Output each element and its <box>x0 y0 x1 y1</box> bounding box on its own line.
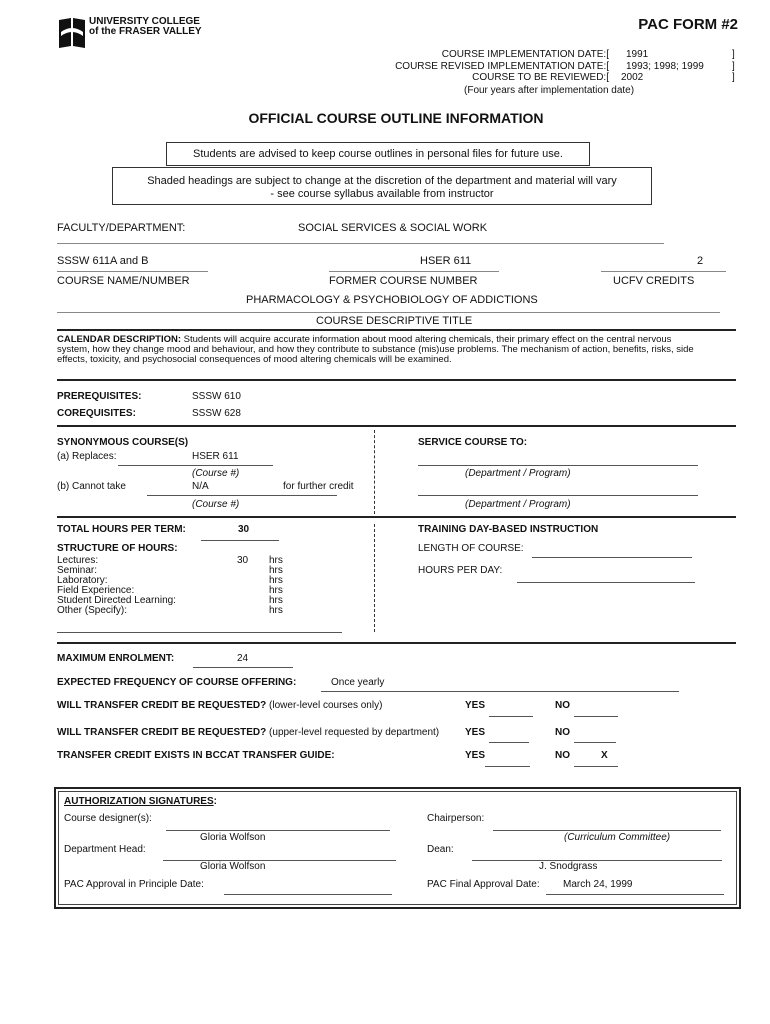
faculty-value: SOCIAL SERVICES & SOCIAL WORK <box>298 222 488 234</box>
calendar-label: CALENDAR DESCRIPTION: <box>57 334 182 345</box>
notice-text-2a: Shaded headings are subject to change at the discretion of the department and material will vary <box>147 175 617 187</box>
hours-row-field: Field Experience: <box>57 585 135 596</box>
course-name-label: COURSE NAME/NUMBER <box>57 275 190 287</box>
former-course-label: FORMER COURSE NUMBER <box>329 275 478 287</box>
ucfv-logo-icon <box>57 16 87 50</box>
synonymous-label: SYNONYMOUS COURSE(S) <box>57 437 189 448</box>
hours-row-lectures: Lectures: <box>57 555 99 566</box>
former-course-value: HSER 611 <box>420 255 472 267</box>
course-title-label: COURSE DESCRIPTIVE TITLE <box>316 315 473 327</box>
bracket: ] <box>732 61 735 72</box>
calendar-text-2: system, how they change mood and behaviour, and how they contribute to substance (mis)use problems. The mechanism of action, benefits, risks, side <box>57 344 694 355</box>
transfer-lower-yes: YES <box>465 700 486 711</box>
calendar-text-1: Students will acquire accurate information about mood altering chemicals, their primary effect on the central nervous <box>183 334 672 345</box>
replaces-label: (a) Replaces: <box>57 451 117 462</box>
bccat-yes: YES <box>465 750 486 761</box>
bccat-mark: X <box>601 750 608 761</box>
impl-date-value: 1991 <box>626 49 649 60</box>
faculty-label: FACULTY/DEPARTMENT: <box>57 222 186 234</box>
hours-row-other: Other (Specify): <box>57 605 128 616</box>
service-label: SERVICE COURSE TO: <box>418 437 528 448</box>
review-note: (Four years after implementation date) <box>464 85 635 96</box>
course-hash-label: (Course #) <box>192 499 240 510</box>
transfer-lower: WILL TRANSFER CREDIT BE REQUESTED? (lower-level courses only) <box>57 700 383 711</box>
hours-unit: hrs <box>269 605 283 616</box>
revised-date-value: 1993; 1998; 1999 <box>626 61 704 72</box>
prereq-value: SSSW 610 <box>192 391 241 402</box>
course-name-value: SSSW 611A and B <box>57 255 149 267</box>
dean-label: Dean: <box>427 844 454 855</box>
total-hours-label: TOTAL HOURS PER TERM: <box>57 524 186 535</box>
training-label: TRAINING DAY-BASED INSTRUCTION <box>418 524 599 535</box>
bracket: ] <box>732 72 735 83</box>
dept-head-label: Department Head: <box>64 844 146 855</box>
auth-title: AUTHORIZATION SIGNATURES: <box>64 796 217 807</box>
replaces-value: HSER 611 <box>192 451 239 462</box>
hours-unit: hrs <box>269 585 283 596</box>
transfer-upper-no: NO <box>555 727 570 738</box>
length-of-course-label: LENGTH OF COURSE: <box>418 543 524 554</box>
hours-value-lectures: 30 <box>237 555 249 566</box>
designer-label: Course designer(s): <box>64 813 152 824</box>
transfer-lower-no: NO <box>555 700 570 711</box>
hours-unit: hrs <box>269 555 283 566</box>
hours-row-laboratory: Laboratory: <box>57 575 108 586</box>
impl-date-label: COURSE IMPLEMENTATION DATE:[ <box>441 49 609 60</box>
chair-value: (Curriculum Committee) <box>564 832 671 843</box>
form-id: PAC FORM #2 <box>638 16 738 33</box>
hours-unit: hrs <box>269 565 283 576</box>
review-date-value: 2002 <box>621 72 644 83</box>
transfer-upper: WILL TRANSFER CREDIT BE REQUESTED? (upper-level requested by department) <box>57 727 440 738</box>
dept-program-label: (Department / Program) <box>465 499 571 510</box>
credits-value: 2 <box>697 255 704 267</box>
cannot-take-suffix: for further credit <box>283 481 354 492</box>
revised-date-label: COURSE REVISED IMPLEMENTATION DATE:[ <box>395 61 609 72</box>
course-hash-label: (Course #) <box>192 468 240 479</box>
page-title: OFFICIAL COURSE OUTLINE INFORMATION <box>248 110 544 126</box>
designer-value: Gloria Wolfson <box>200 832 266 843</box>
structure-label: STRUCTURE OF HOURS: <box>57 543 178 554</box>
prereq-label: PREREQUISITES: <box>57 391 142 402</box>
max-enrolment-value: 24 <box>237 653 249 664</box>
logo-line-2: of the FRASER VALLEY <box>89 26 202 37</box>
calendar-text-3: effects, toxicity, and psychosocial consequences of mood altering chemicals will be examined. <box>57 354 452 365</box>
calendar-description <box>57 335 694 365</box>
bracket: ] <box>732 49 735 60</box>
hours-row-seminar: Seminar: <box>57 565 98 576</box>
credits-label: UCFV CREDITS <box>613 275 695 287</box>
dept-head-value: Gloria Wolfson <box>200 861 266 872</box>
hours-unit: hrs <box>269 595 283 606</box>
dean-value: J. Snodgrass <box>539 861 598 872</box>
cannot-take-value: N/A <box>192 481 209 492</box>
notice-box-1 <box>166 142 590 166</box>
bccat-label: TRANSFER CREDIT EXISTS IN BCCAT TRANSFER GUIDE: <box>57 750 335 761</box>
hours-unit: hrs <box>269 575 283 586</box>
review-date-label: COURSE TO BE REVIEWED:[ <box>472 72 609 83</box>
chair-label: Chairperson: <box>427 813 485 824</box>
hours-per-day-label: HOURS PER DAY: <box>418 565 503 576</box>
total-hours-value: 30 <box>238 524 250 535</box>
frequency-value: Once yearly <box>331 677 385 688</box>
pac-final-label: PAC Final Approval Date: <box>427 879 540 890</box>
transfer-upper-yes: YES <box>465 727 486 738</box>
bccat-no: NO <box>555 750 570 761</box>
course-title-value: PHARMACOLOGY & PSYCHOBIOLOGY OF ADDICTIONS <box>246 294 538 306</box>
notice-text-1: Students are advised to keep course outlines in personal files for future use. <box>193 148 563 160</box>
cannot-take-label: (b) Cannot take <box>57 481 126 492</box>
pac-approval-label: PAC Approval in Principle Date: <box>64 879 204 890</box>
max-enrolment-label: MAXIMUM ENROLMENT: <box>57 653 175 664</box>
coreq-value: SSSW 628 <box>192 408 241 419</box>
dept-program-label: (Department / Program) <box>465 468 571 479</box>
notice-box-2 <box>112 167 652 205</box>
coreq-label: COREQUISITES: <box>57 408 136 419</box>
hours-row-sdl: Student Directed Learning: <box>57 595 176 606</box>
pac-final-value: March 24, 1999 <box>563 879 633 890</box>
frequency-label: EXPECTED FREQUENCY OF COURSE OFFERING: <box>57 677 297 688</box>
notice-text-2b: - see course syllabus available from instructor <box>270 188 494 200</box>
logo-line-1: UNIVERSITY COLLEGE <box>89 16 200 27</box>
